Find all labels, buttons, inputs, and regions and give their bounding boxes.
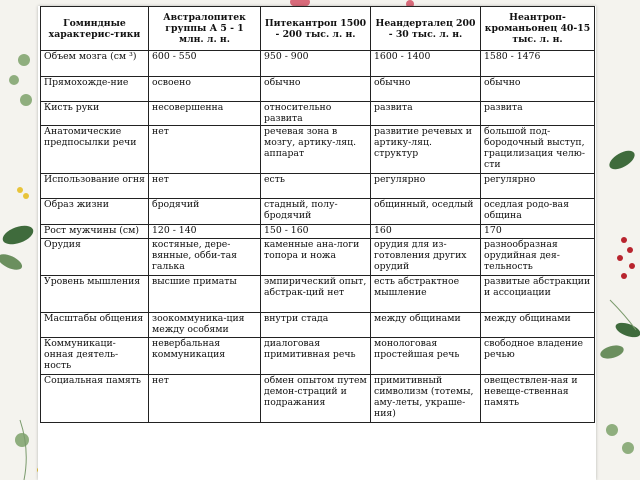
table-cell: развитие речевых и артику-ляц. структур [371, 126, 481, 174]
table-row [41, 77, 595, 102]
table-cell: овеществлен-ная и невеще-ственная память [481, 375, 595, 423]
document-page [38, 6, 596, 480]
table-row [41, 313, 595, 338]
row-label-cell: Социальная память [41, 375, 149, 423]
table-cell: между общинами [371, 313, 481, 338]
row-label-cell: Кисть руки [41, 102, 149, 126]
table-cell: зоокоммуника-ция между особями [149, 313, 261, 338]
table-row [41, 199, 595, 225]
table-cell: большой под-бородочный выступ, грацилизация челю-сти [481, 126, 595, 174]
table-row [41, 51, 595, 77]
row-label-cell: Использование огня [41, 174, 149, 199]
header-cell: Неантроп-кроманьонец 40-15 тыс. л. н. [481, 7, 595, 51]
row-label-cell: Рост мужчины (см) [41, 225, 149, 239]
row-label-cell: Коммуникаци-онная деятель-ность [41, 338, 149, 375]
table-cell: несовершенна [149, 102, 261, 126]
table-cell: развита [371, 102, 481, 126]
table-cell: невербальная коммуникация [149, 338, 261, 375]
table-row [41, 375, 595, 423]
table-cell: нет [149, 375, 261, 423]
table-cell: есть абстрактное мышление [371, 276, 481, 313]
table-cell: внутри стада [261, 313, 371, 338]
row-label-cell: Орудия [41, 239, 149, 276]
table-row [41, 174, 595, 199]
table-cell: речевая зона в мозгу, артику-ляц. аппарат [261, 126, 371, 174]
table-cell: обычно [481, 77, 595, 102]
table-cell: бродячий [149, 199, 261, 225]
table-cell: 160 [371, 225, 481, 239]
table-cell: регулярно [481, 174, 595, 199]
table-cell: монологовая простейшая речь [371, 338, 481, 375]
row-label-cell: Прямохожде-ние [41, 77, 149, 102]
table-cell: 120 - 140 [149, 225, 261, 239]
table-cell: 150 - 160 [261, 225, 371, 239]
table-cell: развитые абстракции и ассоциации [481, 276, 595, 313]
header-cell: Неандерталец 200 - 30 тыс. л. н. [371, 7, 481, 51]
table-cell: свободное владение речью [481, 338, 595, 375]
hominid-comparison-table [40, 6, 595, 423]
table-cell: регулярно [371, 174, 481, 199]
table-cell: разнообразная орудийная дея-тельность [481, 239, 595, 276]
table-cell: костяные, дере-вянные, обби-тая галька [149, 239, 261, 276]
table-row [41, 126, 595, 174]
table-cell: обычно [371, 77, 481, 102]
table-cell: между общинами [481, 313, 595, 338]
header-cell: Австралопитек группы А 5 - 1 млн. л. н. [149, 7, 261, 51]
table-cell: развита [481, 102, 595, 126]
row-label-cell: Образ жизни [41, 199, 149, 225]
table-cell: относительно развита [261, 102, 371, 126]
table-cell: 1600 - 1400 [371, 51, 481, 77]
table-cell: обмен опытом путем демон-страций и подражания [261, 375, 371, 423]
table-cell: орудия для из-готовления других орудий [371, 239, 481, 276]
table-cell: стадный, полу-бродячий [261, 199, 371, 225]
table-cell: оседлая родо-вая община [481, 199, 595, 225]
table-row [41, 239, 595, 276]
header-cell: Питекантроп 1500 - 200 тыс. л. н. [261, 7, 371, 51]
table-cell: 950 - 900 [261, 51, 371, 77]
table-cell: нет [149, 126, 261, 174]
table-cell: 170 [481, 225, 595, 239]
table-row [41, 102, 595, 126]
table-cell: обычно [261, 77, 371, 102]
row-label-cell: Анатомические предпосылки речи [41, 126, 149, 174]
table-cell: примитивный символизм (тотемы, аму-леты, украше-ния) [371, 375, 481, 423]
row-label-cell: Масштабы общения [41, 313, 149, 338]
table-cell: каменные ана-логи топора и ножа [261, 239, 371, 276]
table-cell: высшие приматы [149, 276, 261, 313]
header-cell: Гоминдные характерис-тики [41, 7, 149, 51]
table-cell: 600 - 550 [149, 51, 261, 77]
table-cell: есть [261, 174, 371, 199]
row-label-cell: Уровень мышления [41, 276, 149, 313]
table-row [41, 225, 595, 239]
table-cell: освоено [149, 77, 261, 102]
table-cell: общинный, оседлый [371, 199, 481, 225]
row-label-cell: Объем мозга (см ³) [41, 51, 149, 77]
table-cell: нет [149, 174, 261, 199]
table-cell: 1580 - 1476 [481, 51, 595, 77]
red-berry-icon [617, 237, 635, 279]
table-row [41, 276, 595, 313]
table-header-row [41, 7, 595, 51]
table-cell: эмпирический опыт, абстрак-ций нет [261, 276, 371, 313]
table-row [41, 338, 595, 375]
table-cell: диалоговая примитивная речь [261, 338, 371, 375]
